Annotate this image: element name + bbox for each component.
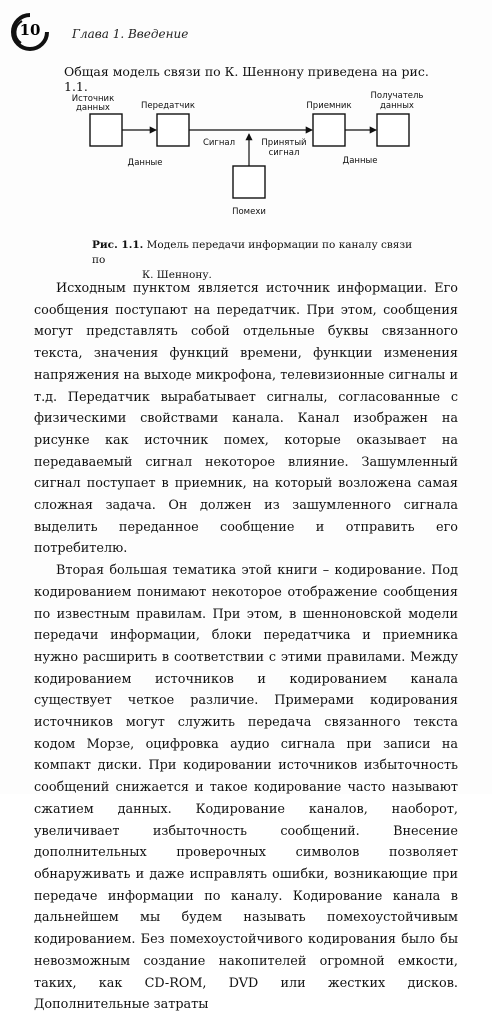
received-signal-label-line2: сигнал xyxy=(268,148,300,158)
figure-caption xyxy=(92,238,422,283)
page-number: 10 xyxy=(19,21,41,39)
shannon-model-diagram xyxy=(0,0,492,240)
data-left-label: Данные xyxy=(127,158,163,168)
figure-caption-line1: Модель передачи информации по каналу связи по xyxy=(92,239,413,266)
noise-box xyxy=(233,166,265,198)
signal-label: Сигнал xyxy=(202,138,236,148)
body-paragraph-2: Вторая большая тематика этой книги – кодирование. Под кодированием понимают некоторое отображение сообщения по известным правилам. При этом, в шенноновской модели передачи информации, блоки передатчика и приемника нужно расширить в соответствии с этими правилами. Между кодированием источников и кодированием канала существует четкое различие. Примерами кодирования источников могут служить передача связанного текста кодом Морзе, оцифровка аудио сигнала при записи на компакт диски. При кодировании источников избыточность сообщений снижается и такое кодирование часто называют сжатием данных. Кодирование каналов, наоборот, увеличивает избыточность сообщений. Внесение дополнительных проверочных символов позволяет обнаруживать и даже исправлять ошибки, возникающие при передаче информации по каналу. Кодирование канала в дальнейшем мы будем называть помехоустойчивым кодированием. Без помехоустойчивого кодирования было бы невозможным создание накопителей огромной емкости, таких, как CD-ROM, DVD или жестких дисков. Дополнительные затраты xyxy=(34,563,458,1013)
receiver-label: Приемник xyxy=(306,101,352,111)
noise-label: Помехи xyxy=(232,207,266,217)
destination-label-line1: Получатель xyxy=(370,91,424,101)
transmitter-box xyxy=(157,114,189,146)
source-label-line1: Источник xyxy=(71,94,115,104)
source-label-line2: данных xyxy=(76,103,110,113)
running-head: Глава 1. Введение xyxy=(72,27,189,41)
source-box xyxy=(90,114,122,146)
body-paragraph-1: Исходным пунктом является источник информации. Его сообщения поступают на передатчик. При этом, сообщения могут представлять собой отдельные буквы связанного текста, значения функций времени, функции изменения напряжения на выходе микрофона, телевизионные сигналы и т.д. Передатчик вырабатывает сигналы, согласованные с физическими свойствами канала. Канал изображен на рисунке как источник помех, которые оказывает на передаваемый сигнал некоторое влияние. Зашумленный сигнал поступает в приемник, на который возложена самая сложная задача. Он должен из зашумленного сигнала выделить переданное сообщение и отправить его потребителю. xyxy=(34,281,458,557)
figure-caption-line2: К. Шеннону. xyxy=(142,269,212,281)
destination-box xyxy=(377,114,409,146)
data-right-label: Данные xyxy=(342,156,378,166)
intro-sentence: Общая модель связи по К. Шеннону приведена на рис. 1.1. xyxy=(64,64,429,94)
destination-label-line2: данных xyxy=(380,101,414,111)
transmitter-label: Передатчик xyxy=(141,101,195,111)
figure-caption-label: Рис. 1.1. xyxy=(92,239,144,251)
receiver-box xyxy=(313,114,345,146)
received-signal-label-line1: Принятый xyxy=(261,138,307,148)
body-text xyxy=(34,278,458,1016)
